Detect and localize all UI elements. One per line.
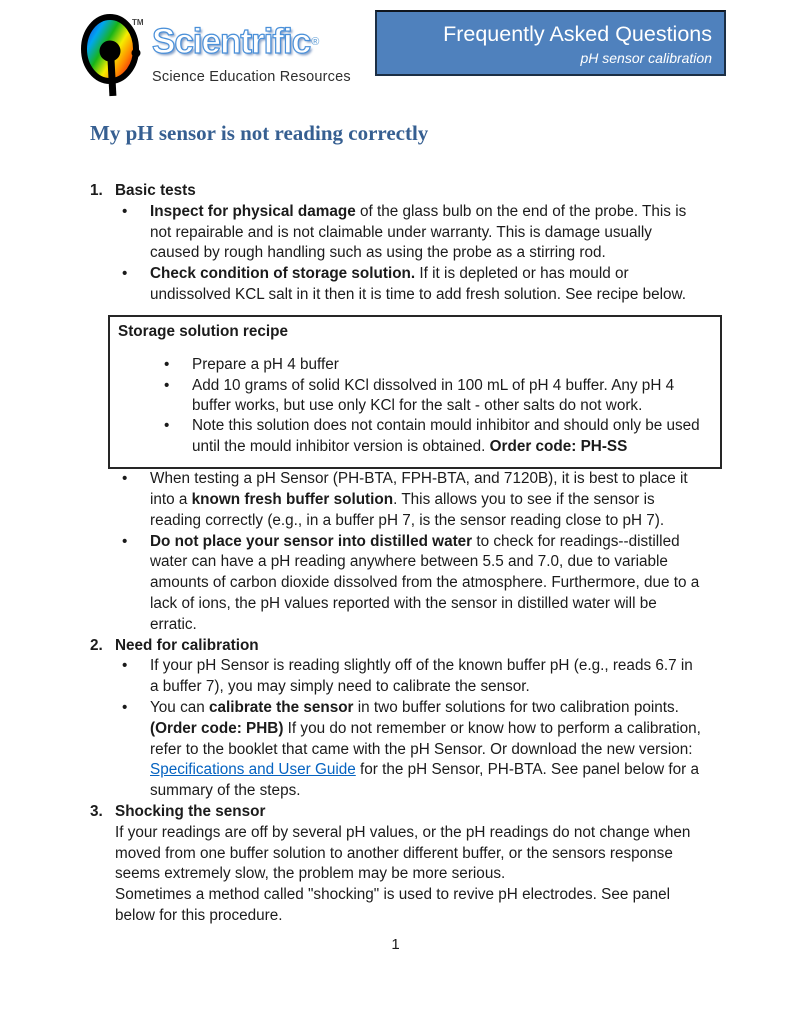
section-1-bullet-list — [90, 202, 702, 306]
page-title: My pH sensor is not reading correctly — [90, 121, 429, 145]
storage-recipe-bullet-list — [118, 355, 710, 457]
text-run: If you do not remember or know how to perform a calibration, refer to the booklet that came with the pH Sensor. Or download the new version: — [150, 719, 701, 758]
section-2-title: Need for calibration — [115, 636, 259, 654]
section-2-heading — [90, 636, 702, 657]
document-body — [90, 120, 702, 927]
faq-banner — [375, 10, 726, 76]
section-need-for-calibration — [90, 636, 702, 802]
bullet-item — [90, 532, 702, 636]
specifications-user-guide-link[interactable]: Specifications and User Guide — [150, 761, 356, 779]
bullet-item — [90, 202, 702, 264]
brand-tagline: Science Education Resources — [152, 69, 351, 85]
text-run: in two buffer solutions for two calibration points. — [353, 698, 679, 716]
text-run: If it is depleted or has mould or undissolved KCL salt in it then it is time to add fresh solution. See recipe below. — [150, 265, 686, 303]
bullet-item — [90, 264, 702, 306]
section-1-number: 1. — [90, 182, 103, 199]
bullet-item — [90, 469, 702, 531]
text-run: . This allows you to see if the sensor is reading correctly (e.g., in a buffer pH 7, is the sensor reading close to pH 7). — [150, 491, 665, 529]
text-run: When testing a pH Sensor (PH-BTA, FPH-BTA, and 7120B), it is best to place it into a — [150, 470, 688, 509]
text-run: Order code: PH-SS — [489, 437, 628, 455]
section-1-title: Basic tests — [115, 182, 196, 199]
page-header — [80, 10, 726, 98]
brand-text — [152, 10, 351, 85]
section-1-bullet-list-continued — [90, 469, 702, 635]
section-2-bullet-list — [90, 656, 702, 802]
paragraph — [115, 885, 702, 927]
text-run: (Order code: PHB) — [150, 719, 284, 737]
text-run: Do not place your sensor into distilled water — [150, 532, 473, 550]
section-2-number: 2. — [90, 636, 103, 654]
registered-symbol: ® — [311, 36, 320, 48]
page-number: 1 — [391, 936, 400, 953]
faq-banner-title: Frequently Asked Questions — [443, 22, 712, 46]
text-run: If your readings are off by several pH values, or the pH readings do not change when moved from one buffer solution to another different buffer, or the sensors response seems extremely slow, the problem may be more serious. — [115, 823, 691, 883]
section-3-number: 3. — [90, 802, 103, 820]
text-run: Check condition of storage solution. — [150, 265, 416, 283]
section-shocking-the-sensor — [90, 802, 702, 927]
text-run: Inspect for physical damage — [150, 202, 356, 220]
text-run: to check for readings--distilled water can have a pH reading anywhere between 5.5 and 7.0, due to variable amounts of carbon dioxide dissolved from the atmosphere. Furthermore, due to a lack of ions, the pH values reported with the sensor in distilled water will be erratic. — [150, 532, 700, 633]
text-run: Sometimes a method called "shocking" is used to revive pH electrodes. See panel below for this procedure. — [115, 886, 671, 924]
text-run: of the glass bulb on the end of the probe. This is not repairable and is not claimable under warranty. This is damage usually caused by rough handling such as using the probe as a stirring rod. — [150, 202, 687, 262]
text-run: If your pH Sensor is reading slightly off of the known buffer pH (e.g., reads 6.7 in a buffer 7), you may simply need to calibrate the sensor. — [150, 657, 693, 696]
section-1-heading — [90, 181, 702, 202]
paragraph — [115, 823, 702, 885]
bullet-item — [90, 698, 702, 802]
text-run: known fresh buffer solution — [191, 491, 394, 509]
bullet-item — [90, 656, 702, 698]
text-run: Prepare a pH 4 buffer — [192, 356, 339, 374]
trademark-symbol: TM — [132, 18, 144, 27]
storage-recipe-title: Storage solution recipe — [118, 322, 288, 340]
brand-logo — [80, 10, 351, 98]
text-run: for the pH Sensor, PH-BTA. See panel below for a summary of the steps. — [150, 761, 700, 800]
section-basic-tests — [90, 181, 702, 636]
text-run: Note this solution does not contain mould inhibitor and should only be used until the mould inhibitor version is obtained. — [192, 417, 700, 455]
text-run: calibrate the sensor — [208, 698, 354, 716]
bullet-item — [118, 355, 710, 375]
text-run: You can — [150, 698, 209, 716]
faq-banner-subtitle: pH sensor calibration — [580, 50, 712, 66]
text-run: Add 10 grams of solid KCl dissolved in 100 mL of pH 4 buffer. Any pH 4 buffer works, but use only KCl for the salt - other salts do not work. — [192, 376, 675, 414]
section-3-paragraphs — [90, 823, 702, 927]
storage-recipe-box — [108, 315, 722, 469]
section-3-title: Shocking the sensor — [115, 802, 266, 820]
section-3-heading — [90, 802, 702, 823]
bullet-item — [118, 416, 710, 457]
bullet-item — [118, 376, 710, 417]
brand-name: Scientrific — [152, 22, 311, 61]
